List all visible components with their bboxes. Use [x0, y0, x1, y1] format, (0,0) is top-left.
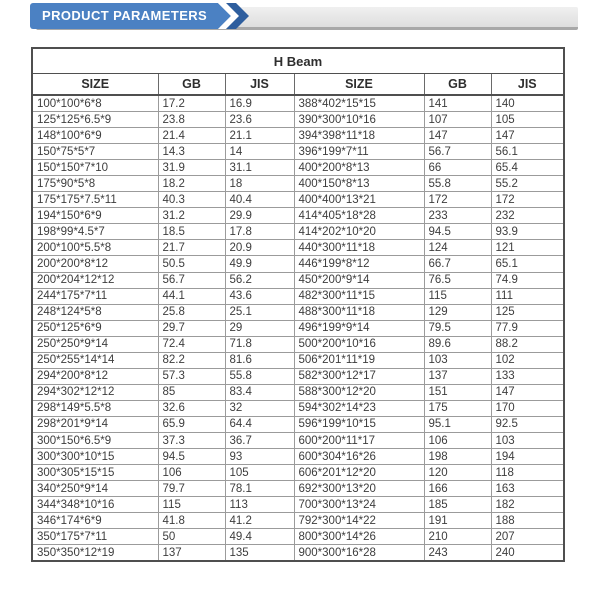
size-cell: 300*300*10*15 [32, 449, 158, 465]
table-title-row [32, 48, 564, 74]
gb-cell: 31.2 [158, 208, 225, 224]
jis-cell: 56.1 [491, 144, 564, 160]
gb-cell: 56.7 [158, 272, 225, 288]
table-row [32, 176, 564, 192]
gb-cell: 147 [424, 128, 491, 144]
size-cell: 414*202*10*20 [294, 224, 424, 240]
size-cell: 496*199*9*14 [294, 320, 424, 336]
size-cell: 250*125*6*9 [32, 320, 158, 336]
jis-cell: 207 [491, 529, 564, 545]
jis-cell: 14 [225, 144, 294, 160]
gb-cell: 18.2 [158, 176, 225, 192]
gb-cell: 82.2 [158, 352, 225, 368]
size-cell: 300*305*15*15 [32, 465, 158, 481]
jis-cell: 232 [491, 208, 564, 224]
banner-label: PRODUCT PARAMETERS [30, 3, 209, 29]
gb-cell: 151 [424, 384, 491, 400]
jis-cell: 135 [225, 545, 294, 562]
gb-cell: 129 [424, 304, 491, 320]
gb-cell: 166 [424, 481, 491, 497]
size-cell: 175*175*7.5*11 [32, 192, 158, 208]
table-row [32, 529, 564, 545]
jis-cell: 20.9 [225, 240, 294, 256]
jis-cell: 55.8 [225, 368, 294, 384]
jis-cell: 49.9 [225, 256, 294, 272]
jis-cell: 40.4 [225, 192, 294, 208]
table-row [32, 432, 564, 448]
table-row [32, 465, 564, 481]
jis-cell: 133 [491, 368, 564, 384]
size-cell: 350*350*12*19 [32, 545, 158, 562]
gb-cell: 66 [424, 160, 491, 176]
jis-cell: 43.6 [225, 288, 294, 304]
size-cell: 125*125*6.5*9 [32, 112, 158, 128]
size-cell: 594*302*14*23 [294, 400, 424, 416]
gb-cell: 115 [424, 288, 491, 304]
size-cell: 900*300*16*28 [294, 545, 424, 562]
jis-cell: 65.4 [491, 160, 564, 176]
jis-cell: 71.8 [225, 336, 294, 352]
jis-cell: 188 [491, 513, 564, 529]
size-cell: 200*100*5.5*8 [32, 240, 158, 256]
gb-cell: 95.1 [424, 416, 491, 432]
gb-cell: 85 [158, 384, 225, 400]
jis-cell: 78.1 [225, 481, 294, 497]
gb-cell: 32.6 [158, 400, 225, 416]
gb-cell: 137 [158, 545, 225, 562]
table-row [32, 112, 564, 128]
jis-cell: 32 [225, 400, 294, 416]
gb-cell: 79.7 [158, 481, 225, 497]
jis-cell: 105 [225, 465, 294, 481]
jis-cell: 64.4 [225, 416, 294, 432]
table-row [32, 368, 564, 384]
jis-cell: 121 [491, 240, 564, 256]
table-row [32, 320, 564, 336]
jis-cell: 31.1 [225, 160, 294, 176]
table-row [32, 513, 564, 529]
jis-cell: 118 [491, 465, 564, 481]
chevron-right-icon [209, 3, 249, 29]
size-cell: 488*300*11*18 [294, 304, 424, 320]
jis-cell: 23.6 [225, 112, 294, 128]
size-cell: 394*398*11*18 [294, 128, 424, 144]
column-header-size: SIZE [294, 74, 424, 96]
gb-cell: 72.4 [158, 336, 225, 352]
table-row [32, 288, 564, 304]
jis-cell: 36.7 [225, 432, 294, 448]
table-row [32, 449, 564, 465]
table-row [32, 481, 564, 497]
gb-cell: 76.5 [424, 272, 491, 288]
size-cell: 100*100*6*8 [32, 95, 158, 112]
size-cell: 440*300*11*18 [294, 240, 424, 256]
size-cell: 294*200*8*12 [32, 368, 158, 384]
gb-cell: 175 [424, 400, 491, 416]
table-row [32, 304, 564, 320]
size-cell: 250*250*9*14 [32, 336, 158, 352]
size-cell: 294*302*12*12 [32, 384, 158, 400]
gb-cell: 243 [424, 545, 491, 562]
size-cell: 148*100*6*9 [32, 128, 158, 144]
table-row [32, 400, 564, 416]
size-cell: 446*199*8*12 [294, 256, 424, 272]
size-cell: 175*90*5*8 [32, 176, 158, 192]
gb-cell: 94.5 [424, 224, 491, 240]
jis-cell: 163 [491, 481, 564, 497]
gb-cell: 50 [158, 529, 225, 545]
gb-cell: 25.8 [158, 304, 225, 320]
gb-cell: 65.9 [158, 416, 225, 432]
jis-cell: 194 [491, 449, 564, 465]
jis-cell: 93 [225, 449, 294, 465]
gb-cell: 23.8 [158, 112, 225, 128]
gb-cell: 66.7 [424, 256, 491, 272]
table-body [32, 95, 564, 561]
gb-cell: 21.7 [158, 240, 225, 256]
jis-cell: 49.4 [225, 529, 294, 545]
size-cell: 606*201*12*20 [294, 465, 424, 481]
size-cell: 792*300*14*22 [294, 513, 424, 529]
gb-cell: 57.3 [158, 368, 225, 384]
size-cell: 344*348*10*16 [32, 497, 158, 513]
table-row [32, 144, 564, 160]
size-cell: 596*199*10*15 [294, 416, 424, 432]
jis-cell: 103 [491, 432, 564, 448]
gb-cell: 37.3 [158, 432, 225, 448]
size-cell: 350*175*7*11 [32, 529, 158, 545]
gb-cell: 137 [424, 368, 491, 384]
jis-cell: 172 [491, 192, 564, 208]
gb-cell: 18.5 [158, 224, 225, 240]
jis-cell: 83.4 [225, 384, 294, 400]
table-row [32, 224, 564, 240]
jis-cell: 105 [491, 112, 564, 128]
gb-cell: 14.3 [158, 144, 225, 160]
gb-cell: 41.8 [158, 513, 225, 529]
gb-cell: 198 [424, 449, 491, 465]
table-header-row [32, 74, 564, 96]
size-cell: 582*300*12*17 [294, 368, 424, 384]
table-row [32, 208, 564, 224]
gb-cell: 115 [158, 497, 225, 513]
product-parameters-banner [30, 3, 249, 29]
size-cell: 340*250*9*14 [32, 481, 158, 497]
jis-cell: 29.9 [225, 208, 294, 224]
jis-cell: 147 [491, 128, 564, 144]
gb-cell: 210 [424, 529, 491, 545]
size-cell: 200*200*8*12 [32, 256, 158, 272]
size-cell: 400*400*13*21 [294, 192, 424, 208]
jis-cell: 55.2 [491, 176, 564, 192]
column-header-jis: JIS [225, 74, 294, 96]
table-title: H Beam [32, 48, 564, 74]
jis-cell: 77.9 [491, 320, 564, 336]
jis-cell: 113 [225, 497, 294, 513]
table-row [32, 256, 564, 272]
jis-cell: 29 [225, 320, 294, 336]
size-cell: 300*150*6.5*9 [32, 432, 158, 448]
size-cell: 500*200*10*16 [294, 336, 424, 352]
gb-cell: 55.8 [424, 176, 491, 192]
gb-cell: 106 [424, 432, 491, 448]
jis-cell: 41.2 [225, 513, 294, 529]
gb-cell: 141 [424, 95, 491, 112]
size-cell: 506*201*11*19 [294, 352, 424, 368]
jis-cell: 74.9 [491, 272, 564, 288]
column-header-gb: GB [158, 74, 225, 96]
gb-cell: 94.5 [158, 449, 225, 465]
jis-cell: 81.6 [225, 352, 294, 368]
column-header-size: SIZE [32, 74, 158, 96]
gb-cell: 44.1 [158, 288, 225, 304]
table-row [32, 160, 564, 176]
table-row [32, 384, 564, 400]
jis-cell: 16.9 [225, 95, 294, 112]
jis-cell: 92.5 [491, 416, 564, 432]
size-cell: 390*300*10*16 [294, 112, 424, 128]
table-row [32, 192, 564, 208]
table-row [32, 416, 564, 432]
column-header-gb: GB [424, 74, 491, 96]
gb-cell: 56.7 [424, 144, 491, 160]
gb-cell: 40.3 [158, 192, 225, 208]
size-cell: 400*150*8*13 [294, 176, 424, 192]
gb-cell: 107 [424, 112, 491, 128]
jis-cell: 102 [491, 352, 564, 368]
size-cell: 298*149*5.5*8 [32, 400, 158, 416]
jis-cell: 111 [491, 288, 564, 304]
size-cell: 248*124*5*8 [32, 304, 158, 320]
jis-cell: 88.2 [491, 336, 564, 352]
gb-cell: 106 [158, 465, 225, 481]
gb-cell: 17.2 [158, 95, 225, 112]
jis-cell: 18 [225, 176, 294, 192]
jis-cell: 25.1 [225, 304, 294, 320]
size-cell: 600*200*11*17 [294, 432, 424, 448]
table-row [32, 240, 564, 256]
table-row [32, 272, 564, 288]
gb-cell: 124 [424, 240, 491, 256]
hbeam-spec-table [31, 47, 565, 562]
size-cell: 700*300*13*24 [294, 497, 424, 513]
gb-cell: 29.7 [158, 320, 225, 336]
gb-cell: 89.6 [424, 336, 491, 352]
jis-cell: 125 [491, 304, 564, 320]
jis-cell: 182 [491, 497, 564, 513]
table-row [32, 336, 564, 352]
size-cell: 198*99*4.5*7 [32, 224, 158, 240]
size-cell: 692*300*13*20 [294, 481, 424, 497]
jis-cell: 17.8 [225, 224, 294, 240]
size-cell: 244*175*7*11 [32, 288, 158, 304]
size-cell: 396*199*7*11 [294, 144, 424, 160]
size-cell: 346*174*6*9 [32, 513, 158, 529]
size-cell: 588*300*12*20 [294, 384, 424, 400]
jis-cell: 140 [491, 95, 564, 112]
gb-cell: 50.5 [158, 256, 225, 272]
gb-cell: 233 [424, 208, 491, 224]
gb-cell: 185 [424, 497, 491, 513]
size-cell: 400*200*8*13 [294, 160, 424, 176]
size-cell: 414*405*18*28 [294, 208, 424, 224]
jis-cell: 93.9 [491, 224, 564, 240]
gb-cell: 120 [424, 465, 491, 481]
gb-cell: 191 [424, 513, 491, 529]
size-cell: 298*201*9*14 [32, 416, 158, 432]
size-cell: 600*304*16*26 [294, 449, 424, 465]
size-cell: 194*150*6*9 [32, 208, 158, 224]
gb-cell: 31.9 [158, 160, 225, 176]
table-row [32, 95, 564, 112]
gb-cell: 172 [424, 192, 491, 208]
jis-cell: 21.1 [225, 128, 294, 144]
table-row [32, 128, 564, 144]
gb-cell: 103 [424, 352, 491, 368]
size-cell: 150*75*5*7 [32, 144, 158, 160]
size-cell: 250*255*14*14 [32, 352, 158, 368]
jis-cell: 147 [491, 384, 564, 400]
size-cell: 150*150*7*10 [32, 160, 158, 176]
table-row [32, 352, 564, 368]
jis-cell: 65.1 [491, 256, 564, 272]
size-cell: 200*204*12*12 [32, 272, 158, 288]
table-row [32, 497, 564, 513]
gb-cell: 79.5 [424, 320, 491, 336]
gb-cell: 21.4 [158, 128, 225, 144]
size-cell: 800*300*14*26 [294, 529, 424, 545]
column-header-jis: JIS [491, 74, 564, 96]
jis-cell: 56.2 [225, 272, 294, 288]
jis-cell: 240 [491, 545, 564, 562]
size-cell: 482*300*11*15 [294, 288, 424, 304]
jis-cell: 170 [491, 400, 564, 416]
table-row [32, 545, 564, 562]
size-cell: 388*402*15*15 [294, 95, 424, 112]
size-cell: 450*200*9*14 [294, 272, 424, 288]
